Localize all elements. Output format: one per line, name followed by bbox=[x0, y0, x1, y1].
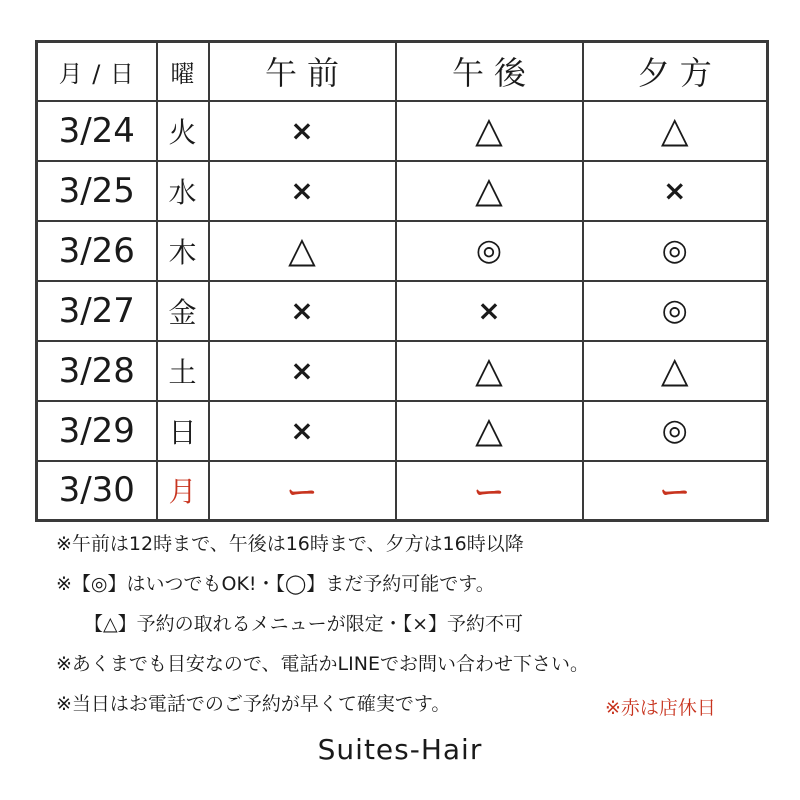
note-contact: ※あくまでも目安なので、電話かLINEでお問い合わせ下さい。 bbox=[56, 653, 589, 675]
triangle-mark: △ bbox=[660, 350, 689, 391]
triangle-mark: △ bbox=[660, 110, 689, 151]
triangle-mark: △ bbox=[475, 170, 503, 211]
header-weekday: 曜 bbox=[157, 42, 209, 101]
date-cell: 3/27 bbox=[37, 281, 157, 341]
evening-cell bbox=[583, 281, 768, 341]
note-time-ranges: ※午前は12時まで、午後は16時まで、夕方は16時以降 bbox=[56, 533, 524, 555]
closed-day-note: ※赤は店休日 bbox=[605, 697, 716, 719]
header-row bbox=[37, 42, 768, 101]
cross-mark: × bbox=[290, 114, 314, 147]
triangle-mark: △ bbox=[475, 350, 503, 391]
closed-dash-mark: ー bbox=[474, 476, 504, 512]
afternoon-cell bbox=[396, 461, 583, 521]
afternoon-cell bbox=[396, 101, 583, 161]
weekday-cell: 金 bbox=[157, 281, 209, 341]
weekday-cell: 火 bbox=[157, 101, 209, 161]
shop-name: Suites-Hair bbox=[317, 733, 483, 766]
weekday-cell: 日 bbox=[157, 401, 209, 461]
triangle-mark: △ bbox=[475, 110, 503, 151]
triangle-mark: △ bbox=[475, 410, 503, 451]
weekday-cell: 木 bbox=[157, 221, 209, 281]
header-afternoon: 午後 bbox=[396, 42, 583, 101]
table-row bbox=[37, 401, 768, 461]
cross-mark: × bbox=[290, 294, 314, 327]
availability-table bbox=[35, 40, 769, 522]
evening-cell bbox=[583, 461, 768, 521]
morning-cell bbox=[209, 401, 396, 461]
weekday-cell: 月 bbox=[157, 461, 209, 521]
afternoon-cell bbox=[396, 161, 583, 221]
double-circle-mark: ◎ bbox=[475, 233, 503, 268]
closed-dash-mark: ー bbox=[287, 476, 317, 512]
note-legend-2: 【△】予約の取れるメニューが限定・【×】予約不可 bbox=[84, 613, 524, 635]
double-circle-mark: ◎ bbox=[661, 233, 688, 268]
date-cell: 3/29 bbox=[37, 401, 157, 461]
table-body bbox=[37, 101, 768, 521]
evening-cell bbox=[583, 101, 768, 161]
evening-cell bbox=[583, 401, 768, 461]
date-cell: 3/24 bbox=[37, 101, 157, 161]
weekday-cell: 土 bbox=[157, 341, 209, 401]
table-row bbox=[37, 281, 768, 341]
cross-mark: × bbox=[290, 414, 314, 447]
afternoon-cell bbox=[396, 221, 583, 281]
morning-cell bbox=[209, 161, 396, 221]
double-circle-mark: ◎ bbox=[661, 293, 688, 328]
date-cell: 3/25 bbox=[37, 161, 157, 221]
table-row bbox=[37, 161, 768, 221]
afternoon-cell bbox=[396, 401, 583, 461]
table-row bbox=[37, 461, 768, 521]
cross-mark: × bbox=[663, 174, 687, 207]
evening-cell bbox=[583, 161, 768, 221]
date-cell: 3/26 bbox=[37, 221, 157, 281]
cross-mark: × bbox=[290, 174, 314, 207]
header-morning: 午前 bbox=[209, 42, 396, 101]
table-row bbox=[37, 101, 768, 161]
afternoon-cell bbox=[396, 281, 583, 341]
table-row bbox=[37, 341, 768, 401]
header-date: 月 / 日 bbox=[37, 42, 157, 101]
morning-cell bbox=[209, 101, 396, 161]
weekday-cell: 水 bbox=[157, 161, 209, 221]
double-circle-mark: ◎ bbox=[661, 413, 688, 448]
evening-cell bbox=[583, 221, 768, 281]
morning-cell bbox=[209, 461, 396, 521]
date-cell: 3/30 bbox=[37, 461, 157, 521]
header-evening: 夕方 bbox=[583, 42, 768, 101]
evening-cell bbox=[583, 341, 768, 401]
table-row bbox=[37, 221, 768, 281]
closed-dash-mark: ー bbox=[659, 476, 690, 512]
date-cell: 3/28 bbox=[37, 341, 157, 401]
note-same-day: ※当日はお電話でのご予約が早くて確実です。 bbox=[56, 693, 451, 715]
note-legend-1: ※【◎】はいつでもOK!・【◯】まだ予約可能です。 bbox=[56, 573, 495, 595]
morning-cell bbox=[209, 221, 396, 281]
afternoon-cell bbox=[396, 341, 583, 401]
triangle-mark: △ bbox=[288, 230, 316, 271]
cross-mark: × bbox=[477, 294, 501, 327]
morning-cell bbox=[209, 341, 396, 401]
cross-mark: × bbox=[290, 354, 314, 387]
morning-cell bbox=[209, 281, 396, 341]
